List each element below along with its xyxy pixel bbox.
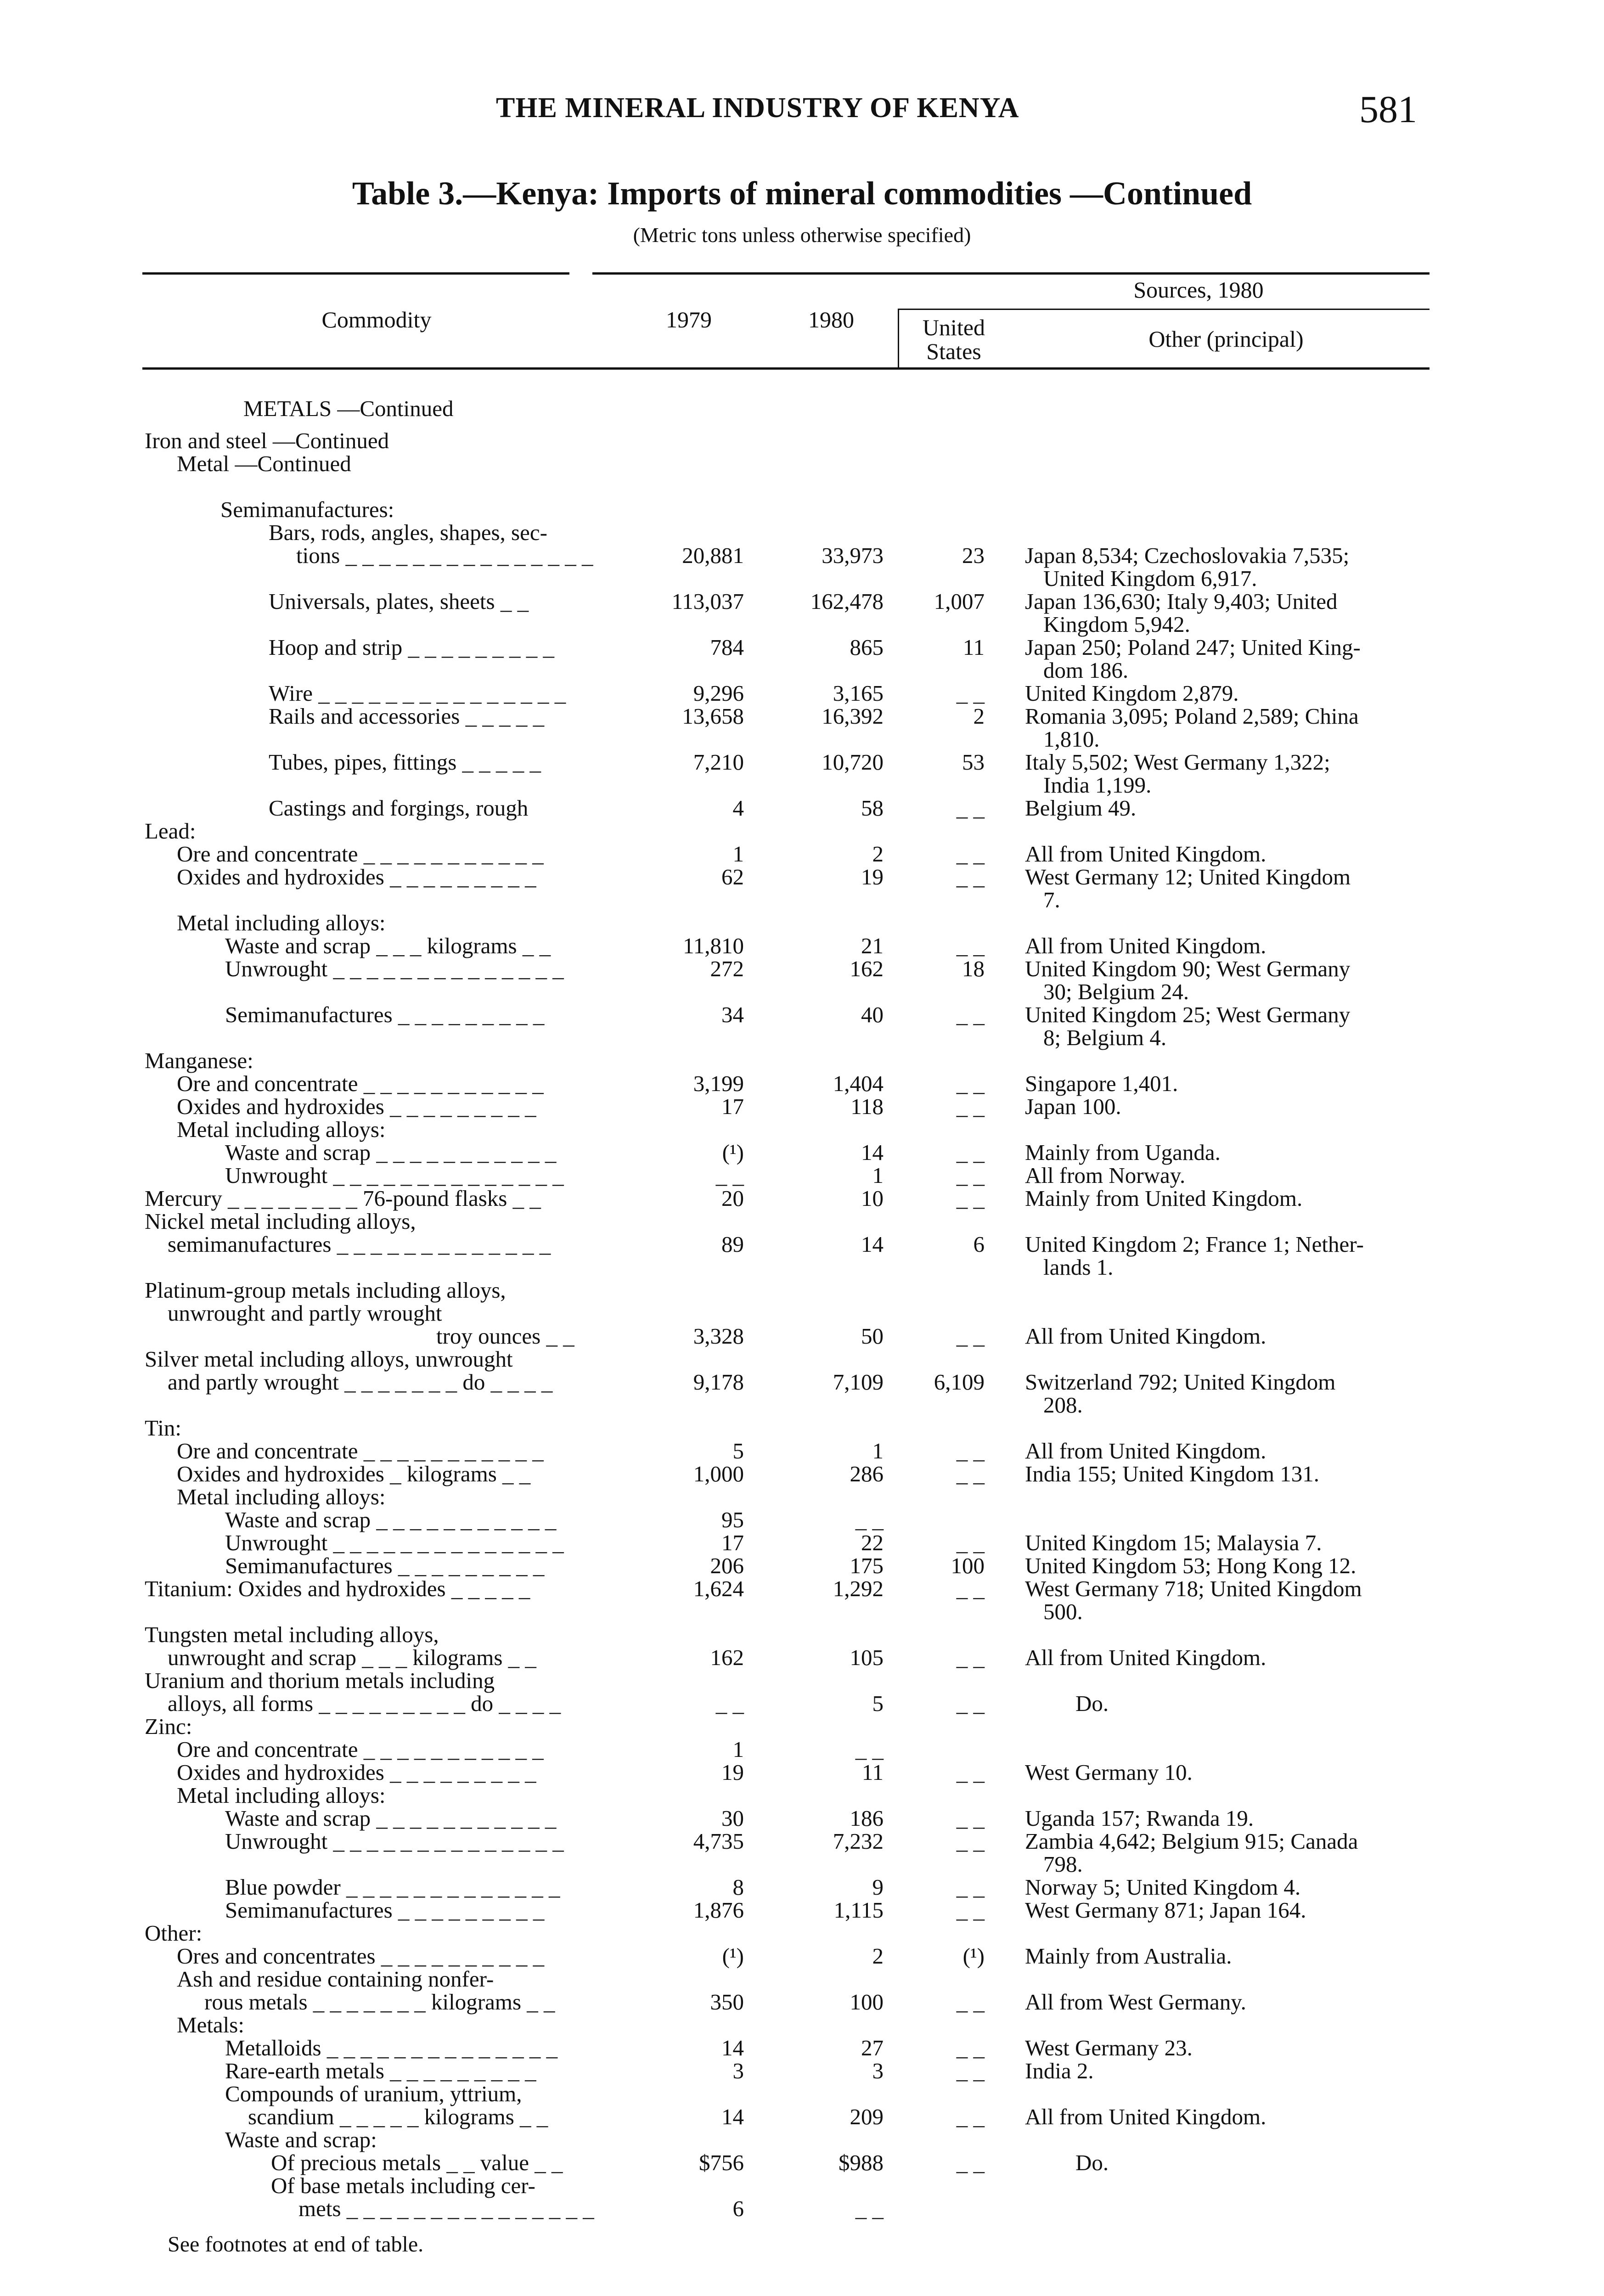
commodity-label: Waste and scrap: — [225, 2127, 377, 2152]
value-1979: 89 — [721, 1232, 744, 1257]
commodity-label: Ores and concentrates _ _ _ _ _ _ _ _ _ _ — [177, 1943, 545, 1969]
value-1980: 865 — [850, 635, 884, 660]
other-source-line: Japan 136,630; Italy 9,403; United — [1025, 589, 1338, 614]
commodity-label: Metals: — [177, 2012, 244, 2037]
commodity-label: Oxides and hydroxides _ _ _ _ _ _ _ _ _ — [177, 1094, 536, 1119]
other-source-line: 1,810. — [1043, 726, 1100, 752]
value-1980: 105 — [850, 1645, 884, 1670]
other-principal-sources — [1025, 1531, 1438, 1554]
other-source-line: All from United Kingdom. — [1025, 841, 1266, 867]
other-principal-sources — [1025, 2060, 1438, 2082]
value-1979: 3 — [732, 2058, 744, 2083]
other-source-line: Switzerland 792; United Kingdom — [1025, 1369, 1336, 1395]
commodity-label: Tin: — [145, 1415, 181, 1441]
commodity-label: Metal including alloys: — [177, 1117, 386, 1142]
value-1980: 40 — [861, 1002, 884, 1027]
other-principal-sources — [1025, 1991, 1438, 2014]
commodity-label: Oxides and hydroxides _ _ _ _ _ _ _ _ _ — [177, 864, 536, 889]
value-1979: 62 — [721, 864, 744, 889]
value-1979: 17 — [721, 1530, 744, 1555]
value-1980: 9 — [872, 1874, 884, 1900]
commodity-label: Waste and scrap _ _ _ _ _ _ _ _ _ _ _ — [225, 1140, 557, 1165]
value-1980: _ _ — [855, 2196, 884, 2221]
value-1979: 13,658 — [682, 703, 744, 729]
value-united-states: 6,109 — [934, 1369, 985, 1395]
footnote: See footnotes at end of table. — [168, 2232, 424, 2257]
value-united-states: _ _ — [956, 1323, 985, 1349]
value-1979: (¹) — [722, 1140, 744, 1165]
other-principal-sources — [1025, 1577, 1438, 1623]
value-united-states: _ _ — [956, 1438, 985, 1463]
value-1979: 17 — [721, 1094, 744, 1119]
other-principal-sources — [1025, 1945, 1438, 1968]
value-1980: _ _ — [855, 1737, 884, 1762]
other-source-line: United Kingdom 6,917. — [1043, 566, 1257, 591]
value-1980: 10,720 — [822, 749, 884, 775]
other-source-line: Mainly from United Kingdom. — [1025, 1186, 1303, 1211]
other-source-line: India 155; United Kingdom 131. — [1025, 1461, 1320, 1486]
other-source-line: India 2. — [1025, 2058, 1094, 2083]
value-1980: 11 — [861, 1760, 884, 1785]
value-united-states: _ _ — [956, 1576, 985, 1601]
value-1980: 1,115 — [833, 1897, 884, 1923]
other-source-line: Do. — [1075, 2150, 1109, 2175]
header-1980: 1980 — [808, 307, 854, 332]
commodity-label: Metalloids _ _ _ _ _ _ _ _ _ _ _ _ _ _ — [225, 2035, 558, 2060]
value-1979: 9,296 — [693, 681, 744, 706]
commodity-label: tions _ _ _ _ _ _ _ _ _ _ _ _ _ _ _ — [296, 543, 593, 568]
other-principal-sources — [1025, 1072, 1438, 1095]
other-source-line: All from Norway. — [1025, 1163, 1186, 1188]
other-source-line: 208. — [1043, 1392, 1083, 1418]
commodity-label: Iron and steel —Continued — [145, 428, 389, 453]
value-1980: 19 — [861, 864, 884, 889]
value-united-states: _ _ — [956, 1140, 985, 1165]
other-source-line: United Kingdom 90; West Germany — [1025, 956, 1351, 981]
commodity-label: Rails and accessories _ _ _ _ _ — [269, 703, 545, 729]
other-source-line: All from United Kingdom. — [1025, 1438, 1266, 1463]
commodity-label: Ore and concentrate _ _ _ _ _ _ _ _ _ _ _ — [177, 841, 544, 867]
value-1979: $756 — [699, 2150, 744, 2175]
commodity-label: Unwrought _ _ _ _ _ _ _ _ _ _ _ _ _ _ — [225, 1163, 564, 1188]
value-1980: 7,109 — [833, 1369, 884, 1395]
value-united-states: _ _ — [956, 795, 985, 821]
value-1979: 1,624 — [693, 1576, 744, 1601]
value-united-states: _ _ — [956, 1530, 985, 1555]
other-principal-sources — [1025, 751, 1438, 797]
other-source-line: United Kingdom 2; France 1; Nether- — [1025, 1232, 1364, 1257]
other-principal-sources — [1025, 1899, 1438, 1922]
value-united-states: _ _ — [956, 681, 985, 706]
commodity-label: Unwrought _ _ _ _ _ _ _ _ _ _ _ _ _ _ — [225, 956, 564, 981]
other-source-line: West Germany 23. — [1025, 2035, 1193, 2060]
value-united-states: 23 — [962, 543, 985, 568]
value-1980: 162 — [850, 956, 884, 981]
other-principal-sources — [1025, 1554, 1438, 1577]
commodity-label: Of precious metals _ _ value _ _ — [271, 2150, 563, 2175]
commodity-label: Unwrought _ _ _ _ _ _ _ _ _ _ _ _ _ _ — [225, 1530, 564, 1555]
value-united-states: _ _ — [956, 1989, 985, 2015]
value-1979: 113,037 — [671, 589, 744, 614]
other-principal-sources — [1025, 1440, 1438, 1463]
value-1980: 3 — [872, 2058, 884, 2083]
commodity-label: Mercury _ _ _ _ _ _ _ _ 76-pound flasks _ _ — [145, 1186, 541, 1211]
commodity-label: alloys, all forms _ _ _ _ _ _ _ _ _ do _ _ _ _ — [168, 1691, 561, 1716]
other-source-line: United Kingdom 53; Hong Kong 12. — [1025, 1553, 1356, 1578]
other-source-line: Japan 8,534; Czechoslovakia 7,535; — [1025, 543, 1350, 568]
value-united-states: 1,007 — [934, 589, 985, 614]
value-1980: 5 — [872, 1691, 884, 1716]
other-source-line: Norway 5; United Kingdom 4. — [1025, 1874, 1301, 1900]
value-1980: 3,165 — [833, 681, 884, 706]
commodity-label: Waste and scrap _ _ _ kilograms _ _ — [225, 933, 551, 958]
commodity-label: Other: — [145, 1920, 203, 1946]
commodity-label: Rare-earth metals _ _ _ _ _ _ _ _ _ — [225, 2058, 536, 2083]
value-1979: 20,881 — [682, 543, 744, 568]
value-1979: 30 — [721, 1806, 744, 1831]
table-title: Table 3.—Kenya: Imports of mineral commodities —Continued — [352, 175, 1252, 212]
other-principal-sources — [1025, 957, 1438, 1003]
commodity-label: Silver metal including alloys, unwrought — [145, 1346, 513, 1372]
value-united-states: _ _ — [956, 864, 985, 889]
other-principal-sources — [1025, 2037, 1438, 2060]
other-source-line: 30; Belgium 24. — [1043, 979, 1189, 1004]
other-principal-sources — [1025, 2105, 1438, 2128]
value-1980: 22 — [861, 1530, 884, 1555]
other-principal-sources — [1025, 1233, 1438, 1279]
other-source-line: 7. — [1043, 887, 1060, 912]
value-1979: 14 — [721, 2035, 744, 2060]
other-source-line: All from United Kingdom. — [1025, 933, 1266, 958]
value-united-states: _ _ — [956, 2058, 985, 2083]
value-1980: 209 — [850, 2104, 884, 2129]
commodity-label: Semimanufactures _ _ _ _ _ _ _ _ _ — [225, 1897, 545, 1923]
value-united-states: 18 — [962, 956, 985, 981]
value-united-states: 11 — [962, 635, 985, 660]
commodity-label: Metal including alloys: — [177, 1783, 386, 1808]
other-source-line: West Germany 718; United Kingdom — [1025, 1576, 1362, 1601]
other-source-line: lands 1. — [1043, 1255, 1114, 1280]
other-source-line: Singapore 1,401. — [1025, 1071, 1178, 1096]
value-1980: 1,292 — [833, 1576, 884, 1601]
other-principal-sources — [1025, 1325, 1438, 1348]
value-1980: 14 — [861, 1232, 884, 1257]
commodity-label: Lead: — [145, 818, 196, 844]
commodity-label: Tubes, pipes, fittings _ _ _ _ _ — [269, 749, 541, 775]
value-1979: 4 — [732, 795, 744, 821]
value-united-states: 2 — [973, 703, 985, 729]
value-1980: 33,973 — [822, 543, 884, 568]
other-principal-sources — [1025, 1003, 1438, 1049]
other-source-line: 798. — [1043, 1851, 1083, 1877]
commodity-label: Wire _ _ _ _ _ _ _ _ _ _ _ _ _ _ _ — [269, 681, 566, 706]
other-source-line: United Kingdom 15; Malaysia 7. — [1025, 1530, 1322, 1555]
other-principal-sources — [1075, 1692, 1489, 1715]
value-1980: 1 — [872, 1438, 884, 1463]
value-1980: 58 — [861, 795, 884, 821]
other-source-line: India 1,199. — [1043, 772, 1152, 798]
other-principal-sources — [1025, 1095, 1438, 1118]
other-source-line: West Germany 12; United Kingdom — [1025, 864, 1351, 889]
value-1979: 11,810 — [683, 933, 744, 958]
value-1979: 162 — [710, 1645, 744, 1670]
value-1980: 27 — [861, 2035, 884, 2060]
commodity-label: and partly wrought _ _ _ _ _ _ _ do _ _ _ _ — [168, 1369, 553, 1395]
value-united-states: _ _ — [956, 1897, 985, 1923]
value-united-states: _ _ — [956, 2104, 985, 2129]
other-principal-sources — [1025, 1141, 1438, 1164]
other-principal-sources — [1025, 1164, 1438, 1187]
value-1980: 1 — [872, 1163, 884, 1188]
value-united-states: 100 — [951, 1553, 985, 1578]
other-source-line: 500. — [1043, 1599, 1083, 1624]
value-1980: 50 — [861, 1323, 884, 1349]
value-1979: 3,199 — [693, 1071, 744, 1096]
value-1980: 100 — [850, 1989, 884, 2015]
header-commodity: Commodity — [321, 307, 432, 332]
commodity-label: Oxides and hydroxides _ kilograms _ _ — [177, 1461, 531, 1486]
value-1980: 175 — [850, 1553, 884, 1578]
other-principal-sources — [1025, 1830, 1438, 1876]
other-source-line: Mainly from Uganda. — [1025, 1140, 1221, 1165]
value-1979: 272 — [710, 956, 744, 981]
other-principal-sources — [1025, 636, 1438, 682]
other-principal-sources — [1025, 705, 1438, 751]
value-1979: 784 — [710, 635, 744, 660]
header-other-principal: Other (principal) — [1148, 326, 1304, 352]
value-1979: (¹) — [722, 1943, 744, 1969]
header-1979: 1979 — [666, 307, 712, 332]
other-principal-sources — [1025, 797, 1438, 820]
other-source-line: Uganda 157; Rwanda 19. — [1025, 1806, 1254, 1831]
value-1980: 14 — [861, 1140, 884, 1165]
commodity-label: Semimanufactures _ _ _ _ _ _ _ _ _ — [225, 1002, 545, 1027]
value-united-states: _ _ — [956, 2150, 985, 2175]
header-united-states-line1: United — [922, 315, 985, 340]
commodity-label: Uranium and thorium metals including — [145, 1668, 495, 1693]
commodity-label: Oxides and hydroxides _ _ _ _ _ _ _ _ _ — [177, 1760, 536, 1785]
value-1979: 1,876 — [693, 1897, 744, 1923]
value-1979: 8 — [732, 1874, 744, 1900]
commodity-label: scandium _ _ _ _ _ kilograms _ _ — [248, 2104, 548, 2129]
value-united-states: _ _ — [956, 1094, 985, 1119]
value-united-states: 53 — [962, 749, 985, 775]
commodity-label: Manganese: — [145, 1048, 253, 1073]
value-united-states: _ _ — [956, 1461, 985, 1486]
value-united-states: _ _ — [956, 1829, 985, 1854]
value-1980: 2 — [872, 1943, 884, 1969]
value-1980: 16,392 — [822, 703, 884, 729]
other-principal-sources — [1025, 843, 1438, 866]
other-principal-sources — [1025, 1761, 1438, 1784]
other-principal-sources — [1075, 2151, 1489, 2174]
running-head: THE MINERAL INDUSTRY OF KENYA — [496, 92, 1019, 124]
value-1980: 10 — [861, 1186, 884, 1211]
other-source-line: All from United Kingdom. — [1025, 1645, 1266, 1670]
value-1980: 286 — [850, 1461, 884, 1486]
other-principal-sources — [1025, 1187, 1438, 1210]
value-1979: 3,328 — [693, 1323, 744, 1349]
other-source-line: Italy 5,502; West Germany 1,322; — [1025, 749, 1330, 775]
other-source-line: All from West Germany. — [1025, 1989, 1246, 2015]
other-principal-sources — [1025, 1463, 1438, 1486]
value-1980: 2 — [872, 841, 884, 867]
commodity-label: Semimanufactures _ _ _ _ _ _ _ _ _ — [225, 1553, 545, 1578]
value-united-states: _ _ — [956, 1760, 985, 1785]
value-1979: 19 — [721, 1760, 744, 1785]
other-source-line: Japan 100. — [1025, 1094, 1121, 1119]
other-source-line: 8; Belgium 4. — [1043, 1025, 1167, 1050]
value-united-states: _ _ — [956, 2035, 985, 2060]
commodity-label: Platinum-group metals including alloys, — [145, 1277, 506, 1303]
value-united-states: (¹) — [962, 1943, 985, 1969]
other-source-line: All from United Kingdom. — [1025, 1323, 1266, 1349]
commodity-label: METALS —Continued — [243, 396, 454, 421]
commodity-label: Ash and residue containing nonfer- — [177, 1966, 494, 1992]
commodity-label: Titanium: Oxides and hydroxides _ _ _ _ _ — [145, 1576, 530, 1601]
commodity-label: Metal —Continued — [177, 451, 351, 476]
other-source-line: Zambia 4,642; Belgium 915; Canada — [1025, 1829, 1358, 1854]
other-principal-sources — [1025, 934, 1438, 957]
value-1979: 14 — [721, 2104, 744, 2129]
other-principal-sources — [1025, 1876, 1438, 1899]
value-united-states: _ _ — [956, 1645, 985, 1670]
commodity-label: mets _ _ _ _ _ _ _ _ _ _ _ _ _ _ _ — [298, 2196, 594, 2221]
other-principal-sources — [1025, 544, 1438, 590]
commodity-label: Tungsten metal including alloys, — [145, 1622, 439, 1647]
value-united-states: 6 — [973, 1232, 985, 1257]
other-principal-sources — [1025, 590, 1438, 636]
other-source-line: United Kingdom 2,879. — [1025, 681, 1239, 706]
value-1980: $988 — [839, 2150, 884, 2175]
commodity-label: Blue powder _ _ _ _ _ _ _ _ _ _ _ _ _ — [225, 1874, 560, 1900]
page-number: 581 — [1359, 88, 1417, 131]
value-united-states: _ _ — [956, 1002, 985, 1027]
commodity-label: Nickel metal including alloys, — [145, 1209, 416, 1234]
other-principal-sources — [1025, 1807, 1438, 1830]
value-united-states: _ _ — [956, 1806, 985, 1831]
other-source-line: Mainly from Australia. — [1025, 1943, 1232, 1969]
value-1980: 7,232 — [833, 1829, 884, 1854]
other-source-line: Japan 250; Poland 247; United King- — [1025, 635, 1361, 660]
other-source-line: Kingdom 5,942. — [1043, 612, 1190, 637]
value-1979: 1 — [732, 841, 744, 867]
commodity-label: Ore and concentrate _ _ _ _ _ _ _ _ _ _ _ — [177, 1737, 544, 1762]
other-principal-sources — [1025, 682, 1438, 705]
value-1979: 6 — [732, 2196, 744, 2221]
commodity-label: Ore and concentrate _ _ _ _ _ _ _ _ _ _ _ — [177, 1071, 544, 1096]
commodity-label: Metal including alloys: — [177, 910, 386, 935]
commodity-label: Hoop and strip _ _ _ _ _ _ _ _ _ — [269, 635, 554, 660]
value-1979: 1,000 — [693, 1461, 744, 1486]
table-subtitle: (Metric tons unless otherwise specified) — [633, 223, 971, 247]
value-1979: 9,178 — [693, 1369, 744, 1395]
value-united-states: _ _ — [956, 1071, 985, 1096]
commodity-label: Compounds of uranium, yttrium, — [225, 2081, 522, 2106]
value-1979: 1 — [732, 1737, 744, 1762]
other-principal-sources — [1025, 866, 1438, 912]
commodity-label: Of base metals including cer- — [271, 2173, 535, 2198]
commodity-label: semimanufactures _ _ _ _ _ _ _ _ _ _ _ _ _ — [168, 1232, 551, 1257]
value-1979: _ _ — [715, 1691, 744, 1716]
value-1980: 162,478 — [810, 589, 884, 614]
value-1979: 5 — [732, 1438, 744, 1463]
other-principal-sources — [1025, 1646, 1438, 1669]
commodity-label: Unwrought _ _ _ _ _ _ _ _ _ _ _ _ _ _ — [225, 1829, 564, 1854]
value-1980: 186 — [850, 1806, 884, 1831]
value-1979: 4,735 — [693, 1829, 744, 1854]
other-source-line: dom 186. — [1043, 658, 1129, 683]
value-1980: _ _ — [855, 1507, 884, 1532]
other-source-line: Romania 3,095; Poland 2,589; China — [1025, 703, 1359, 729]
other-source-line: West Germany 871; Japan 164. — [1025, 1897, 1306, 1923]
commodity-label: Metal including alloys: — [177, 1484, 386, 1509]
value-united-states: _ _ — [956, 1163, 985, 1188]
value-1979: 350 — [710, 1989, 744, 2015]
value-1980: 118 — [850, 1094, 884, 1119]
commodity-label: unwrought and scrap _ _ _ kilograms _ _ — [168, 1645, 536, 1670]
commodity-label: Waste and scrap _ _ _ _ _ _ _ _ _ _ _ — [225, 1507, 557, 1532]
value-united-states: _ _ — [956, 1874, 985, 1900]
other-source-line: All from United Kingdom. — [1025, 2104, 1266, 2129]
value-1979: 7,210 — [693, 749, 744, 775]
value-1980: 21 — [861, 933, 884, 958]
value-1979: 34 — [721, 1002, 744, 1027]
other-source-line: Belgium 49. — [1025, 795, 1137, 821]
value-united-states: _ _ — [956, 933, 985, 958]
header-sources: Sources, 1980 — [1133, 277, 1264, 303]
value-1980: 1,404 — [833, 1071, 884, 1096]
value-1979: 206 — [710, 1553, 744, 1578]
commodity-label: Ore and concentrate _ _ _ _ _ _ _ _ _ _ _ — [177, 1438, 544, 1463]
commodity-label: Castings and forgings, rough — [269, 795, 529, 821]
commodity-label: Bars, rods, angles, shapes, sec- — [269, 520, 547, 545]
value-1979: 20 — [721, 1186, 744, 1211]
commodity-label: Universals, plates, sheets _ _ — [269, 589, 529, 614]
other-principal-sources — [1025, 1371, 1438, 1417]
other-source-line: Do. — [1075, 1691, 1109, 1716]
commodity-label: rous metals _ _ _ _ _ _ _ kilograms _ _ — [204, 1989, 555, 2015]
value-united-states: _ _ — [956, 1186, 985, 1211]
commodity-label: Semimanufactures: — [220, 497, 394, 522]
commodity-label: Zinc: — [145, 1714, 192, 1739]
commodity-label: troy ounces _ _ — [436, 1323, 574, 1349]
value-united-states: _ _ — [956, 1691, 985, 1716]
other-source-line: West Germany 10. — [1025, 1760, 1193, 1785]
value-1979: _ _ — [715, 1163, 744, 1188]
value-1979: 95 — [721, 1507, 744, 1532]
value-united-states: _ _ — [956, 841, 985, 867]
other-source-line: United Kingdom 25; West Germany — [1025, 1002, 1351, 1027]
commodity-label: Waste and scrap _ _ _ _ _ _ _ _ _ _ _ — [225, 1806, 557, 1831]
header-united-states-line2: States — [926, 338, 981, 364]
commodity-label: unwrought and partly wrought — [168, 1300, 442, 1326]
